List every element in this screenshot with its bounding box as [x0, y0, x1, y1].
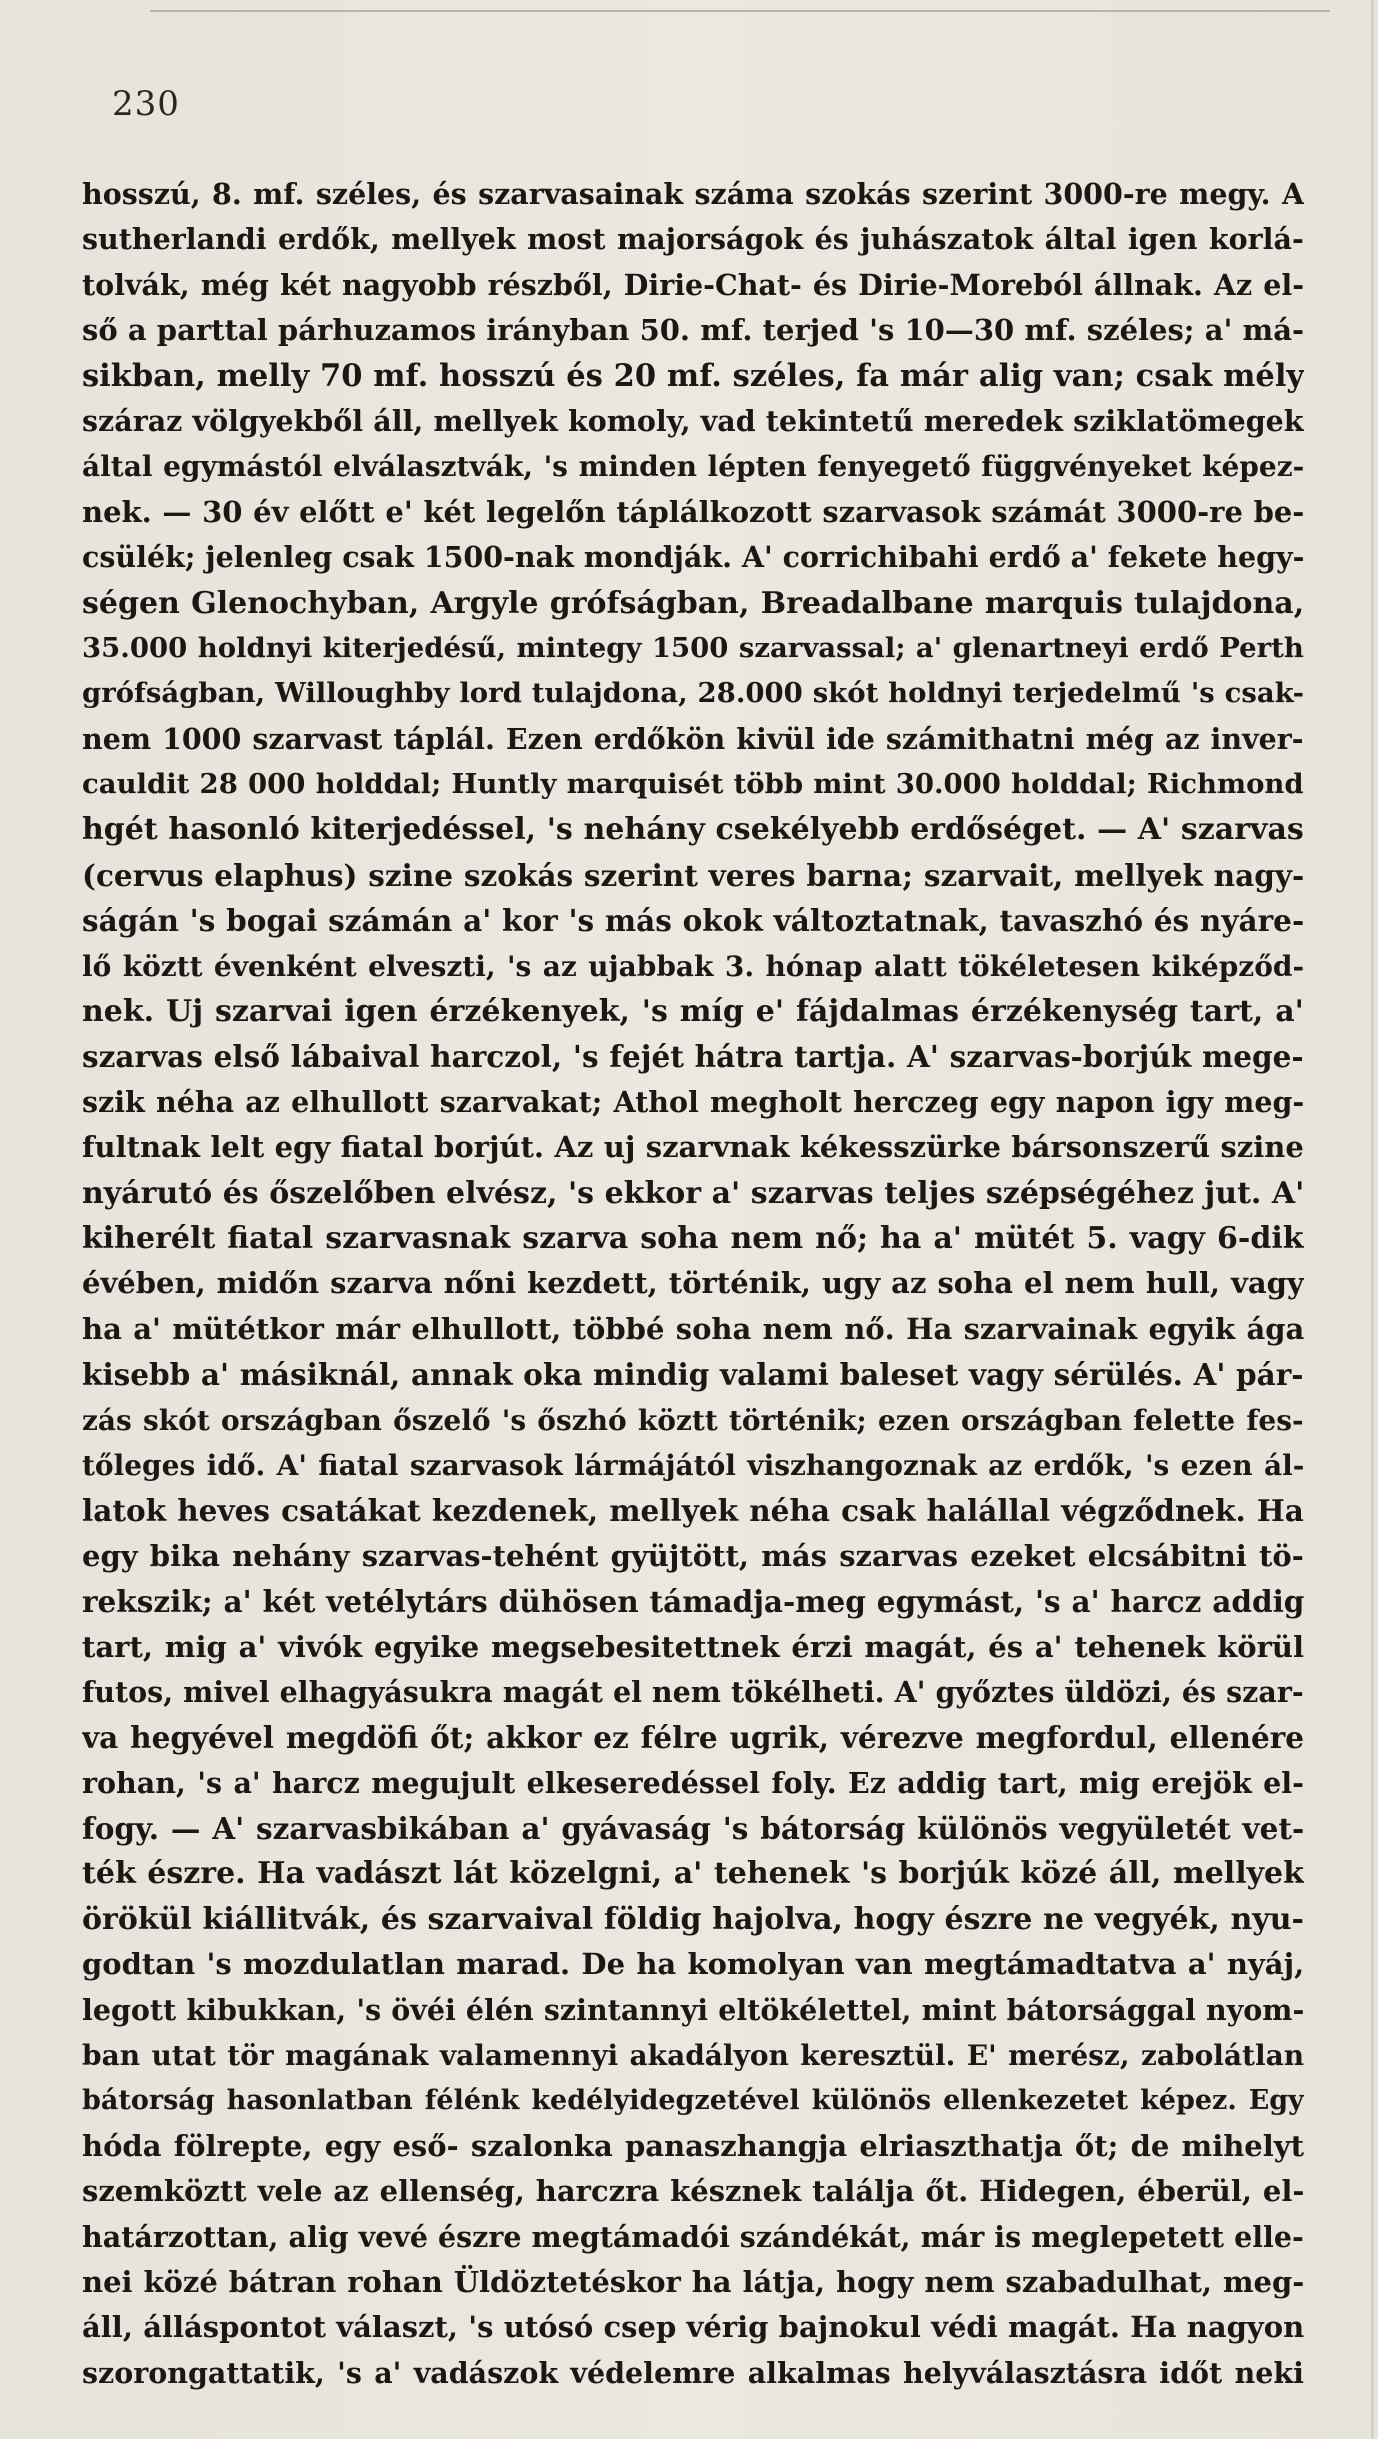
- text-line: nek. — 30 év előtt e' két legelőn táplálkozott szarvasok számát 3000-re be-: [82, 494, 1304, 529]
- text-line: legott kibukkan, 's övéi élén szintannyi eltökélettel, mint bátorsággal nyom-: [82, 1992, 1304, 2027]
- text-line: latok heves csatákat kezdenek, mellyek néha csak halállal végződnek. Ha: [82, 1493, 1304, 1529]
- text-line: kisebb a' másiknál, annak oka mindig valami baleset vagy sérülés. A' pár-: [82, 1357, 1304, 1393]
- text-line: ban utat tör magának valamennyi akadályon keresztül. E' merész, zabolátlan: [82, 2039, 1304, 2073]
- text-line: csülék; jelenleg csak 1500-nak mondják. A' corrichibahi erdő a' fekete hegy-: [82, 540, 1304, 575]
- text-line: nyárutó és őszelőben elvész, 's ekkor a' szarvas teljes szépségéhez jut. A': [82, 1175, 1304, 1211]
- text-line: rekszik; a' két vetélytárs dühösen támadja-meg egymást, 's a' harcz addig: [82, 1584, 1304, 1620]
- text-line: 35.000 holdnyi kiterjedésű, mintegy 1500 szarvassal; a' glenartneyi erdő Perth: [82, 631, 1304, 664]
- text-line: sutherlandi erdők, mellyek most majorságok és juhászatok által igen korlá-: [82, 222, 1304, 257]
- right-edge-shadow: [1371, 0, 1374, 2439]
- page-number: 230: [112, 84, 180, 124]
- text-line: ségen Glenochyban, Argyle grófságban, Breadalbane marquis tulajdona,: [82, 585, 1304, 621]
- text-line: szarvas első lábaival harczol, 's fejét hátra tartja. A' szarvas-borjúk mege-: [82, 1039, 1304, 1075]
- text-line: szemköztt vele az ellenség, harczra késznek találja őt. Hidegen, éberül, el-: [82, 2174, 1304, 2209]
- text-line: nem 1000 szarvast táplál. Ezen erdőkön kivül ide számithatni még az inver-: [82, 721, 1304, 756]
- text-line: áll, álláspontot választ, 's utósó csep vérig bajnokul védi magát. Ha nagyon: [82, 2310, 1304, 2345]
- text-line: cauldit 28 000 holddal; Huntly marquisét több mint 30.000 holddal; Richmond: [82, 768, 1304, 801]
- text-line: ságán 's bogai számán a' kor 's más okok változtatnak, tavaszhó és nyáre-: [82, 903, 1304, 939]
- text-line: lő köztt évenként elveszti, 's az ujabbak 3. hónap alatt tökéletesen kiképződ-: [82, 949, 1304, 983]
- text-line: grófságban, Willoughby lord tulajdona, 28.000 skót holdnyi terjedelmű 's csak-: [82, 677, 1304, 710]
- text-line: tőleges idő. A' fiatal szarvasok lármájától viszhangoznak az erdők, 's ezen ál-: [82, 1448, 1304, 1482]
- text-line: örökül kiállitvák, és szarvaival földig hajolva, hogy észre ne vegyék, nyu-: [82, 1901, 1304, 1937]
- text-line: sikban, melly 70 mf. hosszú és 20 mf. széles, fa már alig van; csak mély: [82, 357, 1304, 394]
- text-line: szik néha az elhullott szarvakat; Athol megholt herczeg egy napon igy meg-: [82, 1084, 1304, 1119]
- text-line: szorongattatik, 's a' vadászok védelemre alkalmas helyválasztásra időt neki: [82, 2355, 1304, 2390]
- text-line: ték észre. Ha vadászt lát közelgni, a' tehenek 's borjúk közé áll, mellyek: [82, 1856, 1304, 1892]
- text-line: évében, midőn szarva nőni kezdett, történik, ugy az soha el nem hull, vagy: [82, 1266, 1304, 1301]
- text-line: hóda fölrepte, egy eső- szalonka panaszhangja elriaszthatja őt; de mihelyt: [82, 2128, 1304, 2163]
- text-line: határzottan, alig vevé észre megtámadói szándékát, már is meglepetett elle-: [82, 2219, 1304, 2254]
- text-line: va hegyével megdöfi őt; akkor ez félre ugrik, vérezve megfordul, ellenére: [82, 1720, 1304, 1756]
- text-line: godtan 's mozdulatlan marad. De ha komolyan van megtámadtatva a' nyáj,: [82, 1947, 1304, 1982]
- text-line: bátorság hasonlatban félénk kedélyidegzetével különös ellenkezetet képez. Egy: [82, 2085, 1304, 2117]
- text-line: száraz völgyekből áll, mellyek komoly, vad tekintetű meredek sziklatömegek: [82, 403, 1304, 438]
- text-line: hgét hasonló kiterjedéssel, 's nehány csekélyebb erdőséget. — A' szarvas: [82, 812, 1304, 848]
- text-line: fultnak lelt egy fiatal borjút. Az uj szarvnak kékesszürke bársonszerű szine: [82, 1130, 1304, 1165]
- text-line: rohan, 's a' harcz megujult elkeseredéssel foly. Ez addig tart, mig erejök el-: [82, 1765, 1304, 1800]
- text-line: hosszú, 8. mf. széles, és szarvasainak száma szokás szerint 3000-re megy. A: [82, 177, 1304, 211]
- text-line: ső a parttal párhuzamos irányban 50. mf. terjed 's 10—30 mf. széles; a' má-: [82, 313, 1304, 348]
- text-line: ha a' mütétkor már elhullott, többé soha nem nő. Ha szarvainak egyik ága: [82, 1311, 1304, 1346]
- text-line: egy bika nehány szarvas-tehént gyüjtött, más szarvas ezeket elcsábitni tö-: [82, 1538, 1304, 1573]
- text-line: futos, mivel elhagyásukra magát el nem tökélheti. A' győztes üldözi, és szar-: [82, 1674, 1304, 1709]
- text-line: nek. Uj szarvai igen érzékenyek, 's míg e' fájdalmas érzékenység tart, a': [82, 994, 1304, 1030]
- text-line: zás skót országban őszelő 's őszhó köztt történik; ezen országban felette fes-: [82, 1403, 1304, 1437]
- text-line: tolvák, még két nagyobb részből, Dirie-Chat- és Dirie-Moreból állnak. Az el-: [82, 267, 1304, 302]
- text-line: nei közé bátran rohan Üldöztetéskor ha látja, hogy nem szabadulhat, meg-: [82, 2264, 1304, 2299]
- text-line: kiherélt fiatal szarvasnak szarva soha nem nő; ha a' mütét 5. vagy 6-dik: [82, 1220, 1304, 1256]
- text-line: (cervus elaphus) szine szokás szerint veres barna; szarvait, mellyek nagy-: [82, 857, 1304, 893]
- text-line: tart, mig a' vivók egyike megsebesitettnek érzi magát, és a' tehenek körül: [82, 1629, 1304, 1664]
- body-text: [82, 172, 1304, 2396]
- top-edge-rule: [150, 10, 1330, 12]
- text-line: fogy. — A' szarvasbikában a' gyávaság 's bátorság különös vegyületét vet-: [82, 1811, 1304, 1847]
- text-line: által egymástól elválasztvák, 's minden lépten fenyegető függvényeket képez-: [82, 450, 1304, 484]
